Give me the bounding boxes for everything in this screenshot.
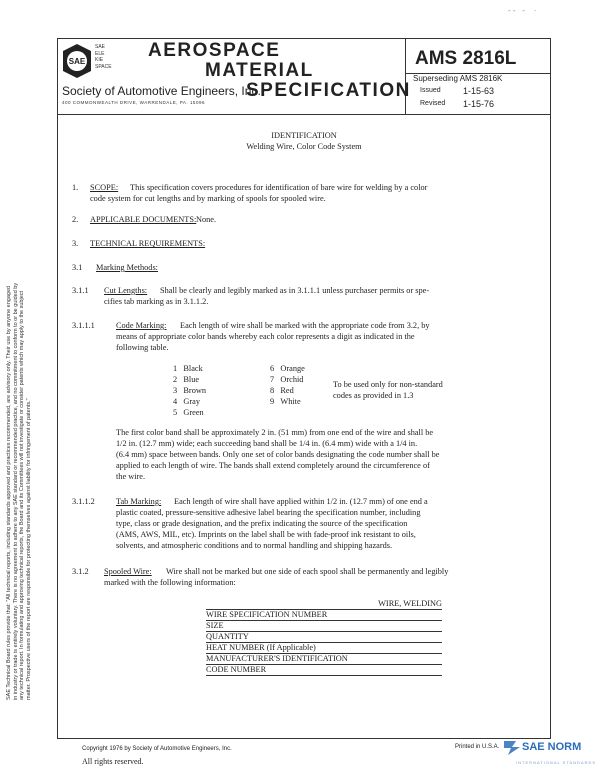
svg-text:SAE: SAE — [68, 57, 86, 66]
s1-line2: code system for cut lengths and by marking of spools for spooled wire. — [90, 194, 326, 203]
band-line2: 1/2 in. (12.7 mm) wide; each succeeding band shall be 1/4 in. (6.4 mm) wide with a 1/4 in. — [116, 439, 418, 448]
s2-num: 2. — [72, 215, 79, 224]
s31-num: 3.1 — [72, 263, 83, 272]
s3112-line1: Each length of wire shall have applied within 1/2 in. (12.7 mm) of one end a — [174, 497, 428, 506]
form-field: QUANTITY — [206, 631, 442, 643]
s3-num: 3. — [72, 239, 79, 248]
watermark-logo-icon — [502, 737, 522, 757]
s3111-num: 3.1.1.1 — [72, 321, 95, 330]
s31-heading: Marking Methods: — [96, 263, 158, 272]
color-row: 9 White — [270, 397, 301, 406]
s311-heading: Cut Lengths: — [104, 286, 148, 295]
form-field: CODE NUMBER — [206, 664, 442, 676]
s3111-line3: following table. — [116, 343, 169, 352]
society-name: Society of Automotive Engineers, Inc. — [62, 84, 261, 98]
header-top-rule — [57, 38, 551, 39]
color-row: 5 Green — [173, 408, 204, 417]
copyright: Copyright 1976 by Society of Automotive Engineers, Inc. — [82, 746, 232, 752]
form-wire-welding: WIRE, WELDING — [206, 598, 442, 610]
s312-heading: Spooled Wire: — [104, 567, 152, 576]
band-line5: the wire. — [116, 472, 146, 481]
s2-heading: APPLICABLE DOCUMENTS: — [90, 215, 197, 224]
s311-line1: Shall be clearly and legibly marked as in 3.1.1.1 unless purchaser permits or spe- — [160, 286, 430, 295]
color-row: 4 Gray — [173, 397, 200, 406]
issued-value: 1-15-63 — [463, 86, 495, 96]
watermark-subtext: INTERNATIONAL STANDARDS — [516, 760, 597, 765]
s311-line2: cifies tab marking as in 3.1.1.2. — [104, 297, 209, 306]
title-material: MATERIAL — [205, 60, 314, 81]
form-field: WIRE SPECIFICATION NUMBER — [206, 609, 442, 621]
header-bottom-rule — [57, 114, 551, 115]
s312-num: 3.1.2 — [72, 567, 89, 576]
printed-in: Printed in U.S.A. — [455, 744, 500, 750]
form-field: HEAT NUMBER (If Applicable) — [206, 642, 442, 654]
issued-label: Issued — [420, 87, 441, 94]
s3111-line1: Each length of wire shall be marked with the appropriate code from 3.2, by — [180, 321, 430, 330]
s3111-heading: Code Marking: — [116, 321, 167, 330]
color-note-line2: codes as provided in 1.3 — [333, 391, 414, 400]
s3112-line2: plastic coated, pressure-sensitive adhesive label bearing the specification number, including — [116, 508, 421, 517]
s311-num: 3.1.1 — [72, 286, 89, 295]
revised-value: 1-15-76 — [463, 99, 495, 109]
sae-logo-icon — [62, 43, 92, 79]
color-row: 7 Orchid — [270, 375, 304, 384]
s3112-line4: (AMS, AWS, MIL, etc). Imprints on the label shall be with fade-proof ink resistant to oils, — [116, 530, 416, 539]
s1-line1: This specification covers procedures for identification of bare wire for welding by a color — [130, 183, 428, 192]
s3112-num: 3.1.1.2 — [72, 497, 95, 506]
s3112-line5: solvents, and atmospheric conditions and to normal handling and shipping hazards. — [116, 541, 393, 550]
corner-marks: - - - · — [508, 6, 537, 15]
color-row: 8 Red — [270, 386, 294, 395]
s3112-line3: type, class or grade designation, and the prefix indicating the source of the specification — [116, 519, 408, 528]
form-field: SIZE — [206, 620, 442, 632]
s1-num: 1. — [72, 183, 79, 192]
s2-text: None. — [196, 215, 217, 224]
superseding: Superseding AMS 2816K — [413, 74, 503, 83]
header-divider — [405, 38, 406, 114]
s312-line2: marked with the following information: — [104, 578, 236, 587]
doc-title: IDENTIFICATION — [271, 131, 337, 140]
band-line3: (6.4 mm) space between bands. Only one set of color bands designating the code number shall be — [116, 450, 440, 459]
footer-rule — [57, 738, 551, 739]
color-row: 3 Brown — [173, 386, 206, 395]
doc-number: AMS 2816L — [415, 48, 517, 69]
revised-label: Revised — [420, 100, 446, 107]
title-aerospace: AEROSPACE — [148, 40, 281, 61]
form-field: MANUFACTURER'S IDENTIFICATION — [206, 653, 442, 665]
society-address: 400 COMMONWEALTH DRIVE, WARRENDALE, PA. 15096 — [62, 100, 205, 105]
s1-heading: SCOPE: — [90, 183, 119, 192]
s3-heading: TECHNICAL REQUIREMENTS: — [90, 239, 206, 248]
s3111-line2: means of appropriate color bands whereby each color represents a digit as indicated in the — [116, 332, 415, 341]
band-line4: applied to each length of wire. The bands shall extend completely around the circumference of — [116, 461, 430, 470]
side-notice: SAE Technical Board rules provide that: "All technical reports, including standards approved and practices recommended, are advisory only. Their use by anyone engaged in industry or trade is entirely voluntary. There is no agreement to adhere to any SAE standard or recommended practice, and no commitment to conform to or be guided by any technical report. In formulating and approving technical reports, the Board and its Committees will not investigate or consider patents which may apply to the subject matter. Prospective users of the report are responsible for protecting themselves against liability for infringement of patents." — [6, 282, 32, 700]
doc-subtitle: Welding Wire, Color Code System — [246, 142, 362, 151]
s3112-heading: Tab Marking: — [116, 497, 162, 506]
band-line1: The first color band shall be approximately 2 in. (51 mm) from one end of the wire and shall be — [116, 428, 434, 437]
rights-reserved: All rights reserved. — [82, 757, 144, 766]
watermark-text: SAE NORM — [522, 741, 582, 753]
logo-caption: SAE ELE KIE SPACE — [95, 44, 112, 70]
color-row: 1 Black — [173, 364, 203, 373]
title-specification: SPECIFICATION — [246, 80, 411, 101]
color-note-line1: To be used only for non-standard — [333, 380, 443, 389]
color-row: 6 Orange — [270, 364, 305, 373]
s312-line1: Wire shall not be marked but one side of each spool shall be permanently and legibly — [166, 567, 449, 576]
color-row: 2 Blue — [173, 375, 200, 384]
